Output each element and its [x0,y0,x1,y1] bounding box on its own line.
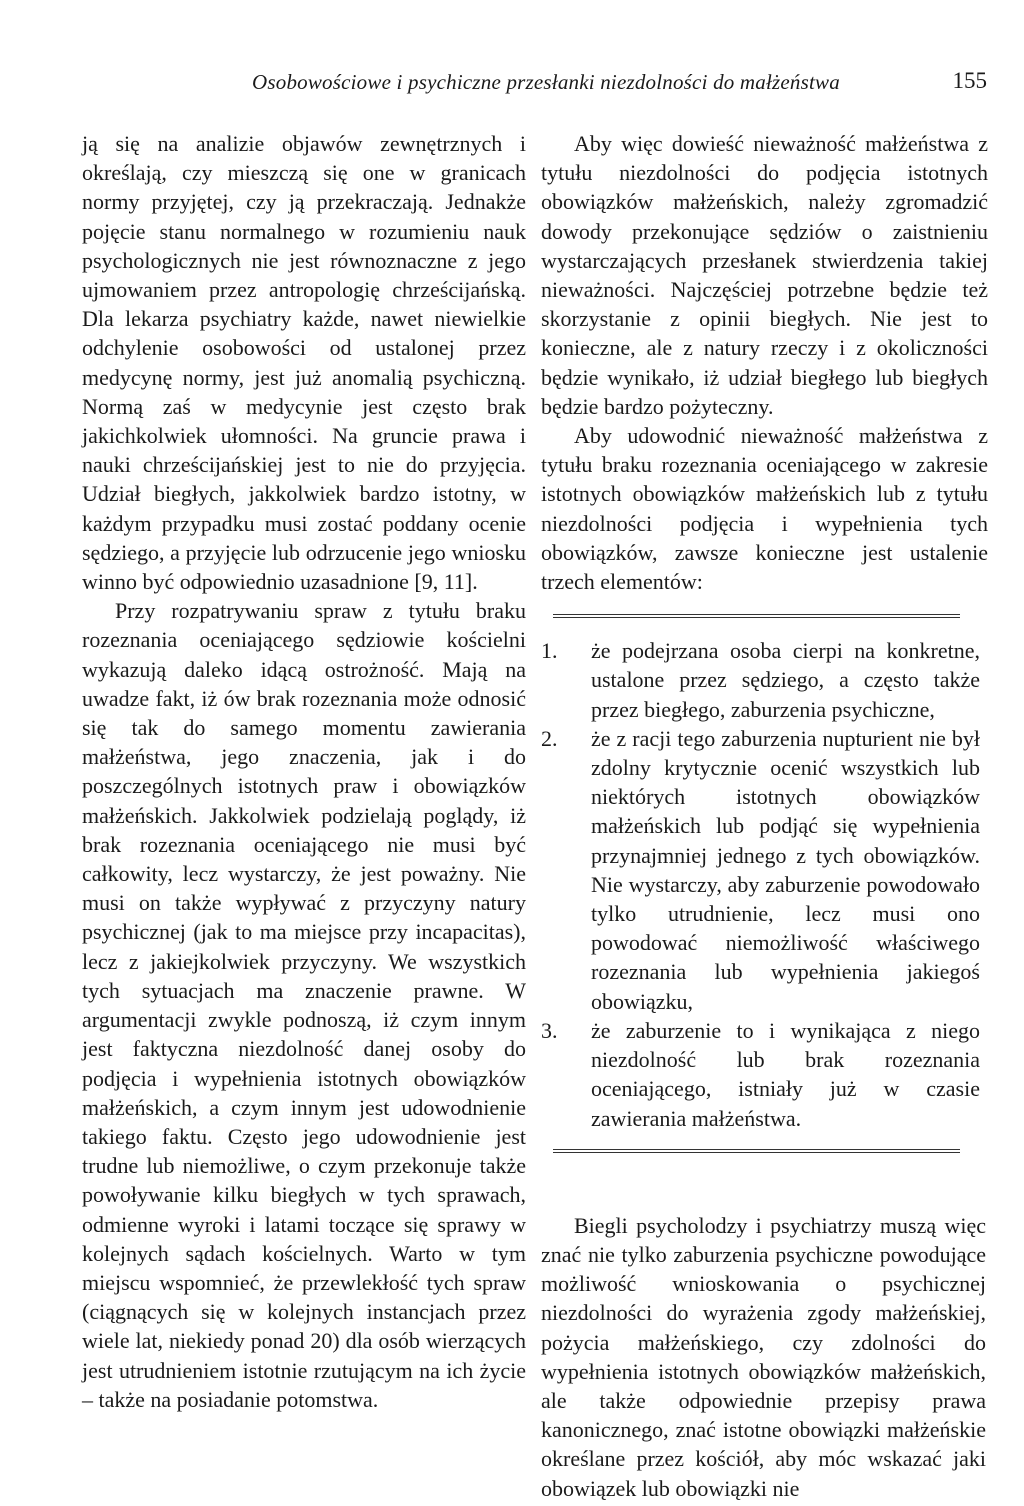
boxed-list-top-rule [541,614,988,618]
divider [553,1149,960,1153]
list-item-number: 3. [541,1017,558,1043]
running-header [0,60,1024,100]
paragraph-continued: ją się na analizie objawów zewnętrznych i określają, czy mieszczą się one w granicach normy przyjętej, czy ją przekraczają. Jednakże pojęcie stanu normalnego w rozumieniu nauk psychologicznych nie jest równoznaczne z jego ujmowaniem przez antropologię chrześcijańską. Dla lekarza psychiatry każde, nawet niewielkie odchylenie osobowości od ustalonej przez medycynę normy, jest już anomalią psychiczną. Normą zaś w medycynie jest często brak jakichkolwiek ułomności. Na gruncie prawa i nauki chrześcijańskiej jest to nie do przyjęcia. Udział biegłych, jakkolwiek bardzo istotny, w każdym przypadku musi zostać poddany ocenie sędziego, a przyjęcie lub odrzucenie jego wniosku winno być odpowiednio uzasadnione [9, 11]. [82,131,526,595]
boxed-list-bottom-rule [541,1149,988,1153]
conditions-list [541,636,988,1132]
paragraph: Aby udowodnić nieważność małżeństwa z tytułu braku rozeznania oceniającego w zakresie istotnych obowiązków małżeńskich lub z tytułu niezdolności podjęcia i wypełnienia tych obowiązków, zawsze konieczne jest ustalenie trzech elementów: [541,423,988,595]
paragraph: Przy rozpatrywaniu spraw z tytułu braku rozeznania oceniającego sędziowie kościelni wykazują daleko idącą ostrożność. Mają na uwadze fakt, iż ów brak rozeznania może odnosić się tak do samego momentu zawierania małżeństwa, jego znaczenia, jak i do poszczególnych istotnych praw i obowiązków małżeńskich. Jakkolwiek podzielają poglądy, iż brak rozeznania oceniającego nie musi być całkowity, lecz wystarczy, że jest poważny. Nie musi on także wypływać z przyczyny natury psychicznej (jak to ma miejsce przy incapacitas), lecz z jakiejkolwiek przyczyny. We wszystkich tych sytuacjach ma znaczenie prawne. W argumentacji zwykle podnoszą, iż czym innym jest faktyczna niezdolność danej osoby do podjęcia i wypełnienia istotnych obowiązków małżeńskich, a czym innym jest udowodnienie takiego faktu. Często jego udowodnienie jest trudne lub niemożliwe, o czym przekonuje także powoływanie kilku biegłych w tych sprawach, odmienne wyroki i latami toczące się sprawy w kolejnych sądach kościelnych. Warto w tym miejscu wspomnieć, że przewlekłość tych spraw (ciągnących się w kolejnych instancjach przez wiele lat, niekiedy ponad 20) dla osób wierzących jest utrudnieniem istotnie rzutującym na ich życie – także na posiadanie potomstwa. [82,598,526,1412]
list-item-number: 2. [541,725,558,751]
list-item [541,724,988,1016]
running-title: Osobowościowe i psychiczne przesłanki niezdolności do małżeństwa [252,70,840,94]
list-item-text: że z racji tego zaburzenia nupturient nie był zdolny krytycznie ocenić wszystkich lub niektórych istotnych obowiązków małżeńskich lub podjąć się wypełnienia przynajmniej jednego z tych obowiązków. Nie wystarczy, aby zaburzenie powodowało tylko utrudnienie, lecz musi ono powodować niemożliwość właściwego rozeznania lub wypełnienia jakiegoś obowiązku, [591,725,980,1014]
list-item [541,636,988,724]
list-item-number: 1. [541,638,558,664]
page-number: 155 [952,68,987,93]
list-item [541,1016,988,1133]
list-item-text: że zaburzenie to i wynikająca z niego niezdolność lub brak rozeznania oceniającego, istniały już w czasie zawierania małżeństwa. [591,1017,980,1131]
list-item-text: że podejrzana osoba cierpi na konkretne, ustalone przez sędziego, a często także przez biegłego, zaburzenia psychiczne, [591,638,980,722]
right-column [541,129,988,1503]
divider [553,614,960,618]
paragraph: Aby więc dowieść nieważność małżeństwa z tytułu niezdolności do podjęcia istotnych obowiązków małżeńskich, należy zgromadzić dowody przekonujące sędziów o zaistnieniu wystarczających przesłanek stwierdzenia takiej nieważności. Najczęściej potrzebne będzie też skorzystanie z opinii biegłych. Nie jest to konieczne, ale z natury rzeczy i z okoliczności będzie wynikało, iż udział biegłego lub biegłych będzie bardzo pożyteczny. [541,131,988,419]
left-column [82,129,526,1414]
paragraph-continues: Biegli psycholodzy i psychiatrzy muszą więc znać nie tylko zaburzenia psychiczne powodujące możliwość wnioskowania o psychicznej niezdolności do wyrażenia zgody małżeńskiej, pożycia małżeńskiego, czy zdolności do wypełnienia istotnych obowiązków małżeńskich, ale także odpowiednie przepisy prawa kanonicznego, znać istotne obowiązki małżeńskie określane przez kościół, aby móc wskazać jaki obowiązek lub obowiązki nie [541,1212,986,1501]
